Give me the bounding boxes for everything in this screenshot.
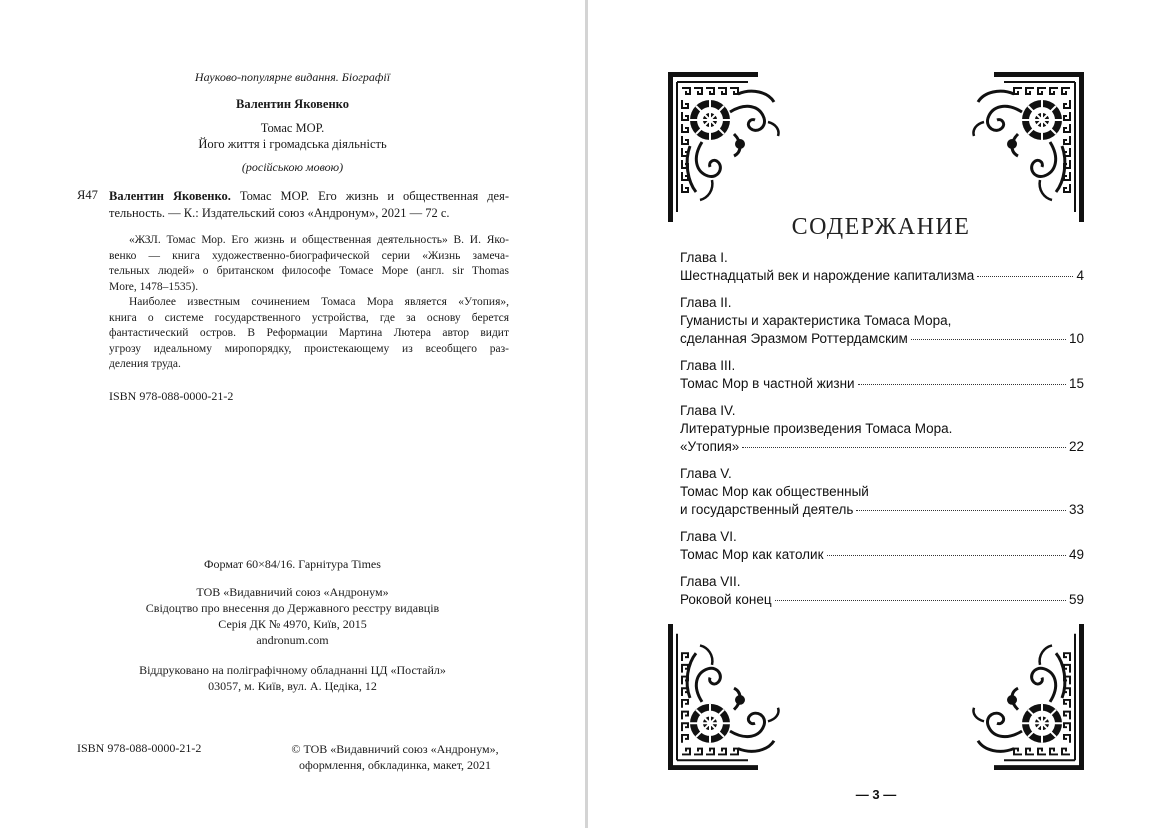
copyright-line: оформлення, обкладинка, макет, 2021 [298, 758, 492, 772]
toc-entry-6[interactable] [680, 528, 1084, 564]
toc-leader-dots [742, 447, 1066, 448]
annotation-line: тельных людей» о британском философе Томасе Море (англ. sir Thomas [109, 265, 509, 277]
language-note: (російською мовою) [241, 160, 344, 174]
toc-chapter-title: сделанная Эразмом Роттердамским [680, 331, 908, 346]
isbn-top: ISBN 978-088-0000-21-2 [109, 389, 234, 403]
toc-chapter-label: Глава III. [680, 358, 736, 373]
page-number: — 3 — [855, 787, 897, 802]
catalog-code: Я47 [77, 188, 98, 202]
toc-chapter-title: Томас Мор как католик [680, 547, 824, 562]
publisher-block [0, 584, 585, 648]
toc-entry-1[interactable] [680, 249, 1084, 285]
toc-chapter-label: Глава II. [680, 295, 732, 310]
annotation-line: Наиболее известным сочинением Томаса Мора является «Утопия», [129, 296, 509, 308]
annotation-line: More, 1478–1535). [109, 280, 199, 293]
publisher-line: Серія ДК № 4970, Київ, 2015 [218, 617, 367, 631]
annotation [109, 233, 509, 373]
toc-chapter-title: Шестнадцатый век и нарождение капитализма [680, 268, 975, 283]
toc-chapter-label: Глава V. [680, 466, 732, 481]
annotation-line: фантастический остров. В Реформации Мартина Лютера автор видит [109, 327, 509, 339]
toc-leader-dots [911, 339, 1066, 340]
catalog-entry [109, 188, 509, 222]
annotation-line: венко — книга художественно-биографической серии «Жизнь замеча- [109, 249, 509, 262]
contents-heading: СОДЕРЖАНИЕ [791, 214, 971, 240]
toc-page-number: 33 [1068, 502, 1084, 517]
printer-line: Віддруковано на поліграфічному обладнанні ЦД «Постайл» [139, 663, 446, 677]
toc-page-number: 15 [1068, 376, 1084, 391]
toc-page-number: 59 [1068, 592, 1084, 607]
toc-entry-3[interactable] [680, 357, 1084, 393]
printer-block [0, 662, 585, 694]
catalog-line2: тельность. — К.: Издательский союз «Андронум», 2021 — 72 с. [109, 206, 450, 220]
left-page-imprint [0, 0, 585, 828]
toc-chapter-title: Томас Мор в частной жизни [680, 376, 855, 391]
toc-chapter-label: Глава VI. [680, 529, 737, 544]
toc-page-number: 22 [1068, 439, 1084, 454]
toc-chapter-title: Роковой конец [680, 592, 772, 607]
toc-leader-dots [827, 555, 1066, 556]
toc-chapter-title-line: Гуманисты и характеристика Томаса Мора, [680, 313, 952, 328]
annotation-line: деления труда. [109, 358, 181, 370]
right-page-contents [588, 0, 1174, 828]
isbn-bottom: ISBN 978-088-0000-21-2 [77, 741, 202, 755]
annotation-line: «ЖЗЛ. Томас Мор. Его жизнь и общественная деятельность» В. И. Яко- [129, 234, 509, 246]
toc-entry-7[interactable] [680, 573, 1084, 609]
copyright-block [260, 741, 530, 773]
toc-chapter-title-line: Литературные произведения Томаса Мора. [680, 421, 953, 436]
copyright-line: © ТОВ «Видавничий союз «Андронум», [291, 742, 499, 756]
toc-chapter-title: и государственный деятель [680, 502, 854, 517]
toc-entry-5[interactable] [680, 465, 1084, 519]
author-name: Валентин Яковенко [236, 97, 349, 111]
corner-ornament-bottom-left [668, 624, 788, 770]
catalog-title: Томас МОР. Его жизнь и общественная дея- [230, 189, 510, 203]
toc-chapter-label: Глава I. [680, 250, 728, 265]
toc-leader-dots [856, 510, 1066, 511]
printer-address: 03057, м. Київ, вул. А. Цедіка, 12 [208, 679, 377, 693]
annotation-line: угрозу идеальному миропорядку, проистекающему из всеобщего раз- [109, 342, 509, 355]
toc-chapter-title-line: Томас Мор как общественный [680, 484, 869, 499]
toc-entry-4[interactable] [680, 402, 1084, 456]
book-title-line2: Його життя і громадська діяльність [198, 137, 387, 151]
publisher-website: andronum.com [256, 633, 329, 647]
toc-entry-2[interactable] [680, 294, 1084, 348]
toc-leader-dots [977, 276, 1073, 277]
toc-leader-dots [858, 384, 1066, 385]
toc-chapter-label: Глава VII. [680, 574, 741, 589]
publisher-line: ТОВ «Видавничий союз «Андронум» [196, 585, 389, 599]
catalog-author: Валентин Яковенко. [109, 189, 231, 203]
corner-ornament-top-left [668, 72, 788, 222]
corner-ornament-top-right [964, 72, 1084, 222]
annotation-line: книга о системе государственного устройства, где за основу берется [109, 311, 509, 324]
toc-chapter-title: «Утопия» [680, 439, 740, 454]
publisher-line: Свідоцтво про внесення до Державного реєстру видавців [145, 601, 440, 615]
toc-page-number: 49 [1068, 547, 1084, 562]
book-title-line1: Томас МОР. [260, 121, 325, 135]
corner-ornament-bottom-right [964, 624, 1084, 770]
toc-chapter-label: Глава IV. [680, 403, 736, 418]
toc-page-number: 10 [1068, 331, 1084, 346]
toc-leader-dots [775, 600, 1066, 601]
format-line: Формат 60×84/16. Гарнітура Times [204, 557, 381, 571]
toc-page-number: 4 [1076, 268, 1084, 283]
genre-label: Науково-популярне видання. Біографії [194, 70, 391, 84]
